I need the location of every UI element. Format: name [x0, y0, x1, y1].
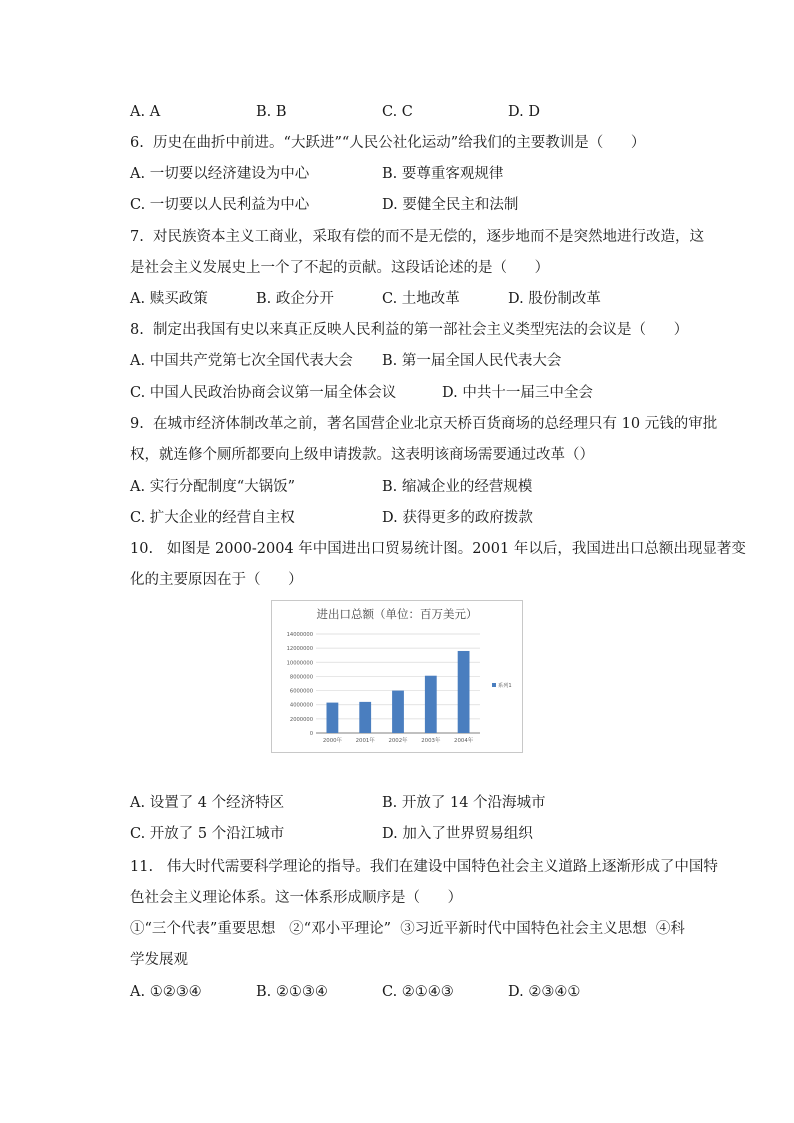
q10-option-c: C. 开放了 5 个沿江城市: [130, 826, 285, 842]
legend-swatch: [492, 683, 496, 687]
y-tick-label: 4000000: [289, 702, 313, 709]
y-tick-label: 2000000: [289, 716, 313, 723]
y-tick-label: 6000000: [289, 688, 313, 695]
q8-option-d: D. 中共十一届三中全会: [442, 385, 593, 401]
bar: [359, 702, 371, 733]
x-tick-label: 2000年: [322, 738, 342, 744]
q11-option-d: D. ②③④①: [508, 984, 581, 1000]
q10-option-a: A. 设置了 4 个经济特区: [130, 795, 285, 811]
q5-option-d: D. D: [508, 104, 540, 120]
bar: [425, 676, 437, 733]
q10-option-b: B. 开放了 14 个沿海城市: [382, 795, 546, 811]
q11-stem-line1: 11. 伟大时代需要科学理论的指导。我们在建设中国特色社会主义道路上逐渐形成了中国特: [130, 859, 718, 875]
q9-stem-line1: 9. 在城市经济体制改革之前，著名国营企业北京天桥百货商场的总经理只有 10 元钱的审批: [130, 416, 718, 432]
y-tick-label: 10000000: [286, 660, 313, 667]
q8-option-a: A. 中国共产党第七次全国代表大会: [130, 353, 353, 369]
q9-stem-line2: 权，就连修个厕所都要向上级申请拨款。这表明该商场需要通过改革（）: [130, 447, 594, 463]
x-tick-label: 2004年: [454, 738, 474, 744]
q9-option-c: C. 扩大企业的经营自主权: [130, 510, 295, 526]
q10-option-d: D. 加入了世界贸易组织: [382, 826, 533, 842]
q8-option-b: B. 第一届全国人民代表大会: [382, 353, 562, 369]
y-tick-label: 8000000: [289, 674, 313, 681]
q11-items-line1: ①“三个代表”重要思想 ②“邓小平理论” ③习近平新时代中国特色社会主义思想 ④科: [130, 921, 685, 937]
q9-option-b: B. 缩减企业的经营规模: [382, 479, 533, 495]
x-tick-label: 2002年: [388, 738, 408, 744]
trade-bar-chart: [271, 600, 523, 753]
x-tick-label: 2001年: [355, 738, 375, 744]
y-tick-label: 12000000: [286, 646, 313, 653]
q11-items-line2: 学发展观: [130, 952, 188, 968]
q5-option-a: A. A: [130, 104, 161, 120]
y-tick-label: 0: [309, 731, 313, 737]
q9-option-d: D. 获得更多的政府拨款: [382, 510, 533, 526]
q6-stem: 6. 历史在曲折中前进。“大跃进”“人民公社化运动”给我们的主要教训是（ ）: [130, 135, 646, 151]
q5-option-b: B. B: [256, 104, 287, 120]
q11-option-c: C. ②①④③: [382, 984, 454, 1000]
q6-option-b: B. 要尊重客观规律: [382, 166, 504, 182]
q6-option-d: D. 要健全民主和法制: [382, 197, 519, 213]
q8-option-c: C. 中国人民政治协商会议第一届全体会议: [130, 385, 397, 401]
q10-stem-line2: 化的主要原因在于（ ）: [130, 572, 303, 588]
q10-stem-line1: 10. 如图是 2000-2004 年中国进出口贸易统计图。2001 年以后，我国进出口总额出现显著变: [130, 541, 746, 557]
chart-title: 进出口总额（单位：百万美元）: [316, 607, 478, 621]
q7-option-a: A. 赎买政策: [130, 291, 208, 307]
q7-option-b: B. 政企分开: [256, 291, 334, 307]
q7-option-d: D. 股份制改革: [508, 291, 601, 307]
q7-stem-line1: 7. 对民族资本主义工商业，采取有偿的而不是无偿的，逐步地而不是突然地进行改造，这: [130, 229, 705, 245]
q5-option-c: C. C: [382, 104, 413, 120]
q6-option-c: C. 一切要以人民利益为中心: [130, 197, 310, 213]
q7-option-c: C. 土地改革: [382, 291, 460, 307]
q11-option-a: A. ①②③④: [130, 984, 202, 1000]
q11-option-b: B. ②①③④: [256, 984, 328, 1000]
bar: [392, 691, 404, 733]
q11-stem-line2: 色社会主义理论体系。这一体系形成顺序是（ ）: [130, 890, 463, 906]
chart-svg: [272, 601, 522, 752]
x-tick-label: 2003年: [421, 738, 441, 744]
legend-label: 系列1: [498, 683, 512, 689]
q8-stem: 8. 制定出我国有史以来真正反映人民利益的第一部社会主义类型宪法的会议是（ ）: [130, 322, 689, 338]
y-tick-label: 14000000: [286, 632, 313, 638]
bar: [458, 651, 470, 733]
q6-option-a: A. 一切要以经济建设为中心: [130, 166, 310, 182]
q7-stem-line2: 是社会主义发展史上一个了不起的贡献。这段话论述的是（ ）: [130, 260, 550, 276]
q9-option-a: A. 实行分配制度“大锅饭”: [130, 479, 296, 495]
bar: [326, 703, 338, 733]
